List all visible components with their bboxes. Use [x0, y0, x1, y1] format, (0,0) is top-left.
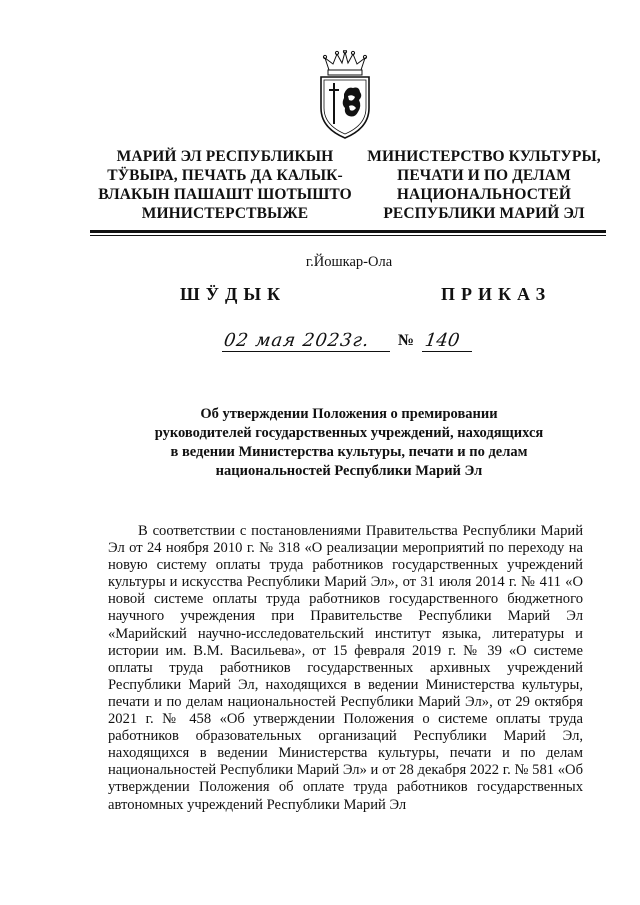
order-title-mari: ШӰДЫК: [180, 284, 287, 304]
coat-of-arms-emblem: [317, 50, 373, 140]
title-line: национальностей Республики Марий Эл: [215, 463, 483, 479]
header-left-line: МИНИСТЕРСТВЫЖЕ: [141, 205, 309, 222]
header-divider-thick: [90, 230, 606, 233]
header-right-line: МИНИСТЕРСТВО КУЛЬТУРЫ,: [367, 148, 601, 165]
header-right-block: [364, 147, 604, 223]
body-paragraph: В соответствии с постановлениями Правительства Республики Марий Эл от 24 ноября 2010 г. № 318 «О реализации мероприятий по переходу на новую систему оплаты труда работников государственных учреждений культуры и искусства Республики Марий Эл», от 31 июля 2014 г. № 411 «О новой системе оплаты труда работников государственного бюджетного научного учреждения при Правительстве Республики Марий Эл «Марийский научно-исследовательский институт языка, литературы и истории им. В.М. Васильева», от 15 февраля 2019 г. № 39 «О системе оплаты труда работников государственных архивных учреждений Республики Марий Эл, находящихся в ведении Министерства культуры, печати и по делам национальностей Республики Марий Эл», от 29 октября 2021 г. № 458 «Об утверждении Положения о системе оплаты труда работников образовательных организаций Республики Марий Эл, находящихся в ведении Министерства культуры, печати и по делам национальностей Республики Марий Эл» и от 28 декабря 2022 г. № 581 «Об утверждении Положения об оплате труда работников государственных автономных учреждений Республики Марий Эл: [108, 523, 583, 813]
number-sign: №: [398, 332, 415, 349]
header-right-line: РЕСПУБЛИКИ МАРИЙ ЭЛ: [383, 205, 585, 222]
header-divider-thin: [90, 235, 606, 236]
title-line: Об утверждении Положения о премировании: [200, 406, 498, 422]
title-line: руководителей государственных учреждений, находящихся: [154, 425, 544, 441]
number-underline: [422, 351, 472, 352]
header-left-line: ТӰВЫРА, ПЕЧАТЬ ДА КАЛЫК-: [107, 167, 343, 184]
title-line: в ведении Министерства культуры, печати и по делам: [170, 444, 528, 460]
order-title-russian: ПРИКАЗ: [441, 284, 552, 304]
header-left-line: ВЛАКЫН ПАШАШТ ШОТЫШТО: [98, 186, 352, 203]
date-underline: [222, 351, 390, 352]
header-left-line: МАРИЙ ЭЛ РЕСПУБЛИКЫН: [116, 148, 334, 165]
header-right-line: ПЕЧАТИ И ПО ДЕЛАМ: [397, 167, 571, 184]
order-date: 02 мая 2023г.: [222, 330, 372, 351]
document-title: [90, 405, 608, 481]
header-right-line: НАЦИОНАЛЬНОСТЕЙ: [396, 186, 572, 203]
header-left-block: [86, 147, 364, 223]
order-number: 140: [423, 330, 461, 351]
city-name: г.Йошкар-Ола: [305, 254, 393, 270]
